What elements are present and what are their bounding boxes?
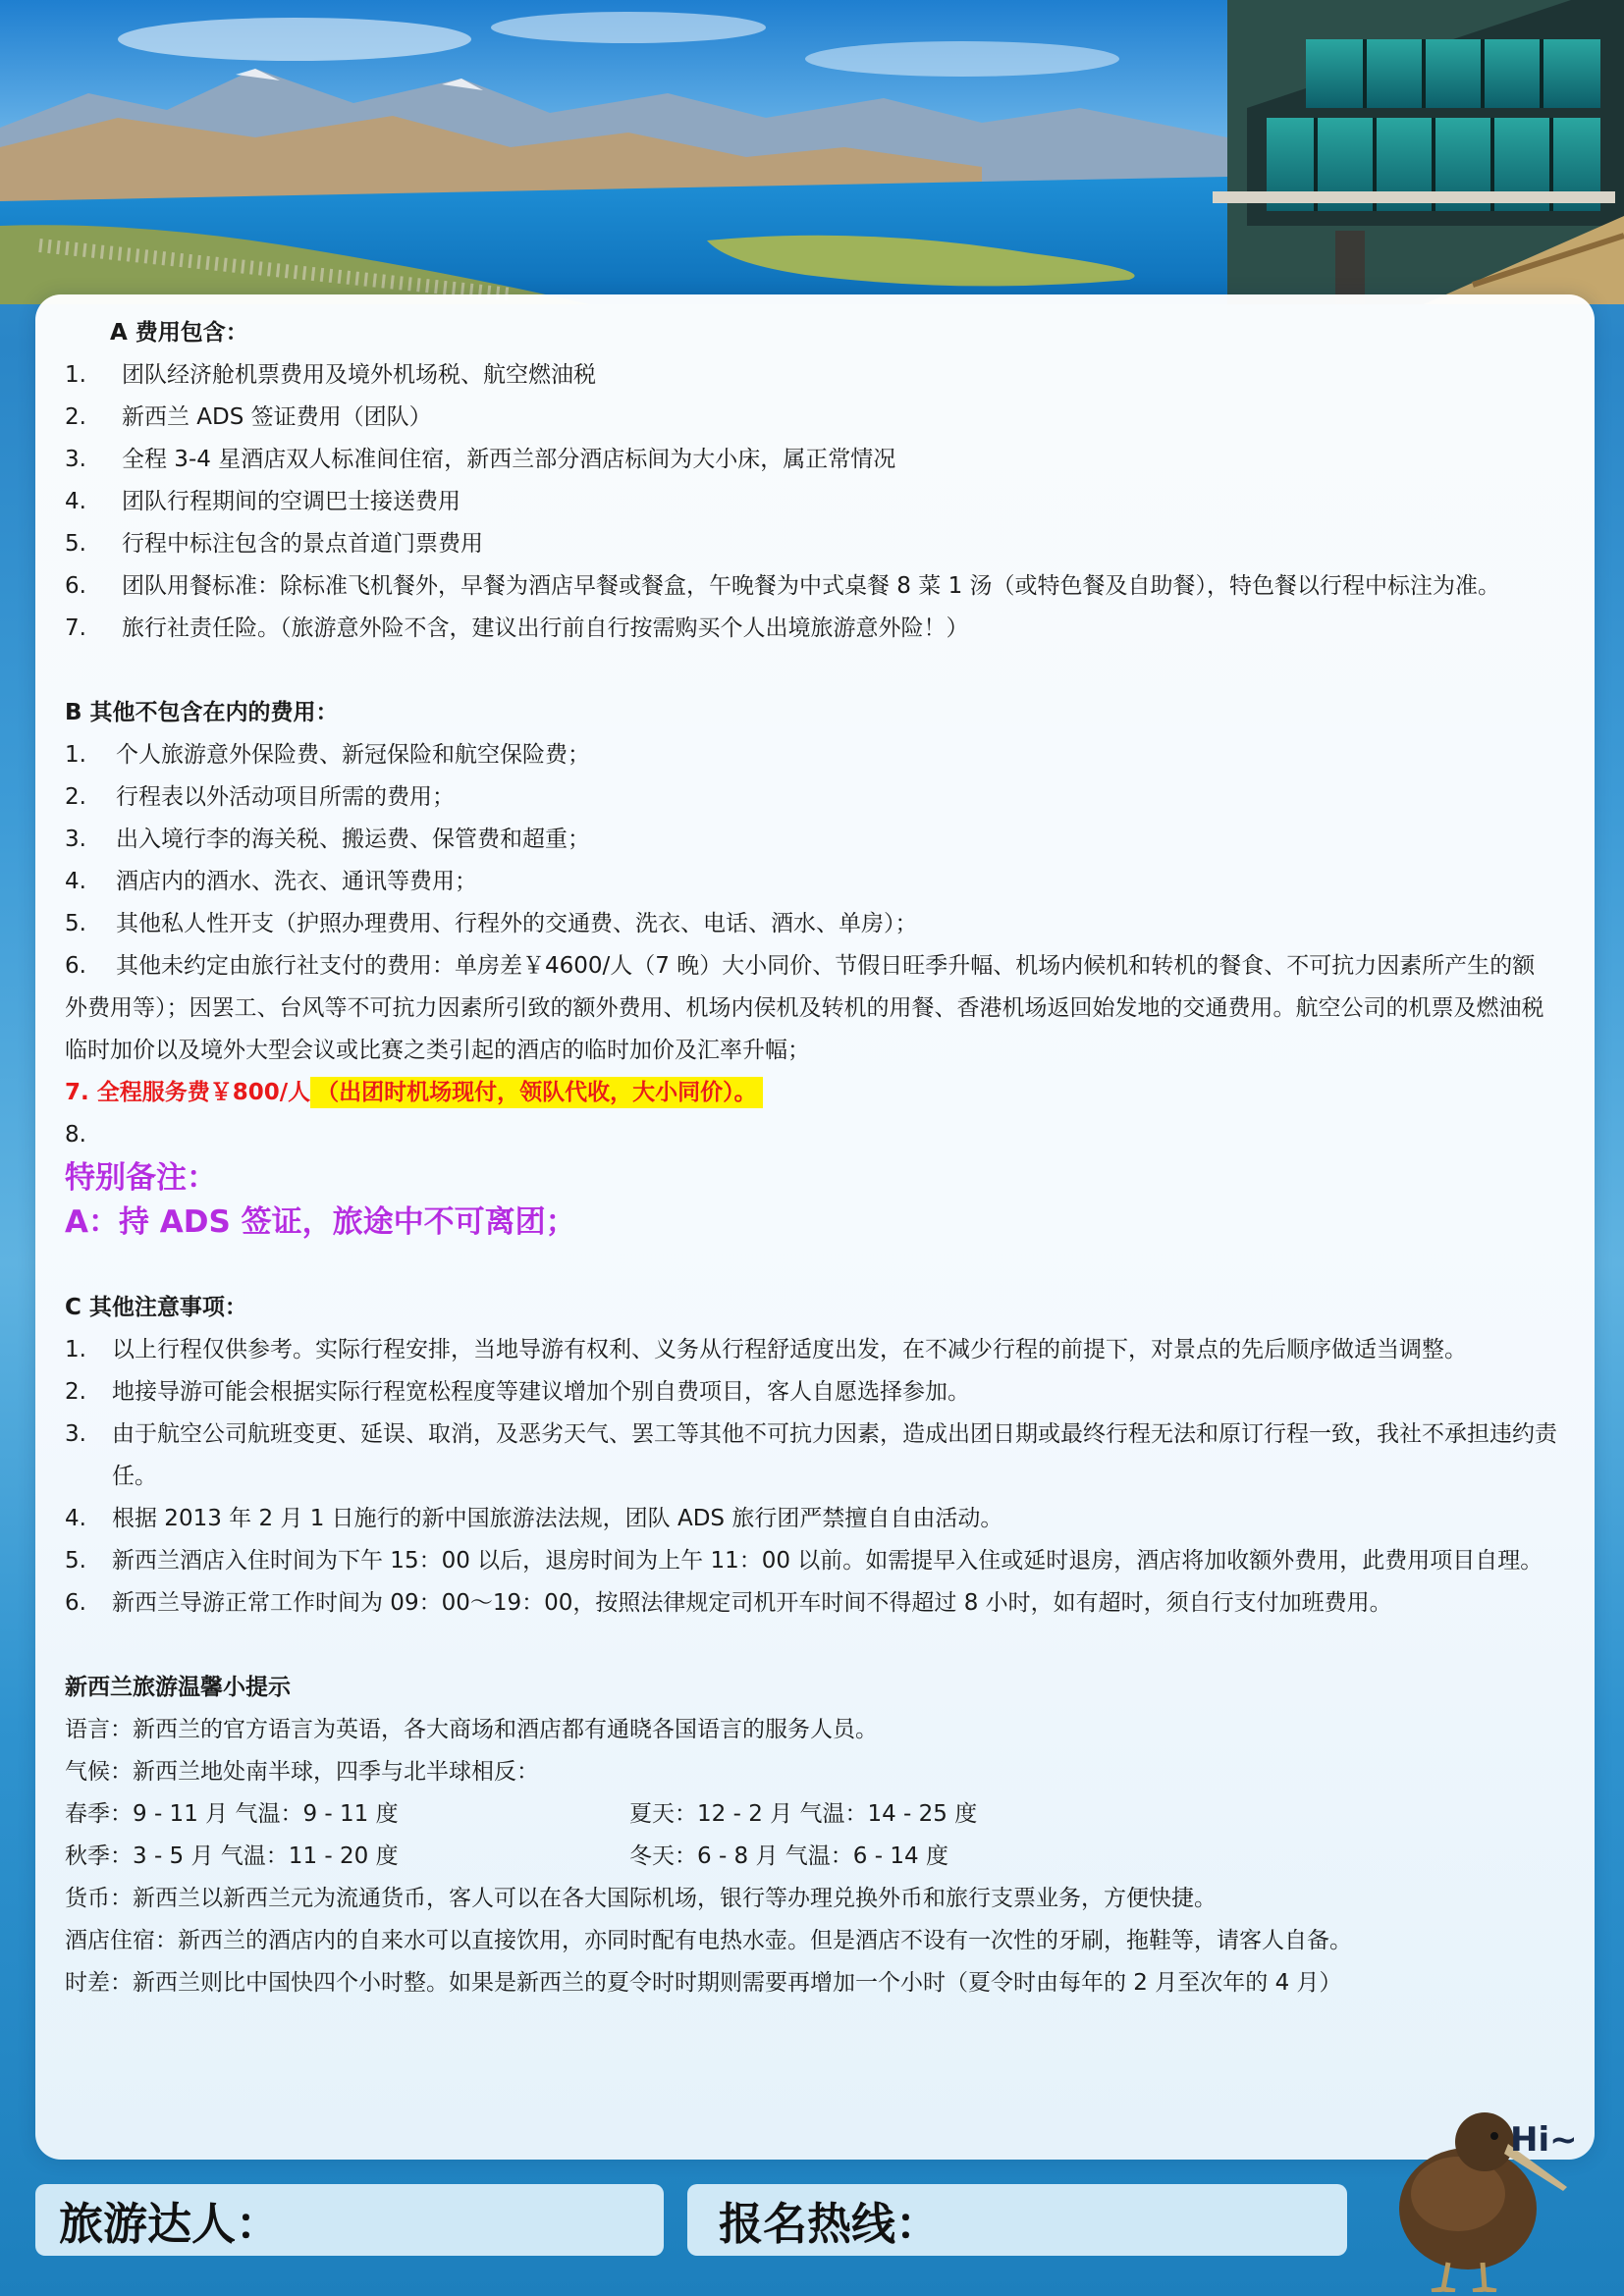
list-item: 3. 出入境行李的海关税、搬运费、保管费和超重； (65, 827, 590, 852)
itinerary-content (65, 312, 1557, 2004)
list-item: 5. 新西兰酒店入住时间为下午 15：00 以后，退房时间为上午 11：00 以前。如需提早入住或延时退房，酒店将加收额外费用，此费用项目自理。 (65, 1540, 1557, 1582)
list-item: 7. 旅行社责任险。（旅游意外险不含，建议出行前自行按需购买个人出境旅游意外险！） (65, 608, 1557, 650)
list-item-text: 团队经济舱机票费用及境外机场税、航空燃油税 (122, 362, 596, 388)
header-landscape-banner (0, 0, 1624, 304)
list-item: 2. 新西兰 ADS 签证费用（团队） (65, 397, 1557, 439)
list-item: 5. 其他私人性开支（护照办理费用、行程外的交通费、洗衣、电话、酒水、单房）； (65, 911, 918, 936)
season-summer: 夏天：12 - 2 月 气温：14 - 25 度 (629, 1801, 978, 1827)
section-b-list (65, 734, 1557, 1072)
service-fee-text: 7. 全程服务费￥800/人 (65, 1080, 311, 1105)
list-item-text: 以上行程仅供参考。实际行程安排，当地导游有权利、义务从行程舒适度出发，在不减少行程的前提下，对景点的先后顺序做适当调整。 (112, 1337, 1467, 1362)
tip-hotel: 酒店住宿：新西兰的酒店内的自来水可以直接饮用，亦同时配有电热水壶。但是酒店不设有一次性的牙刷，拖鞋等，请客人自备。 (65, 1928, 1352, 1953)
list-item-text: 新西兰导游正常工作时间为 09：00～19：00，按照法律规定司机开车时间不得超过 8 小时，如有超时，须自行支付加班费用。 (112, 1590, 1392, 1616)
list-item: 3. 由于航空公司航班变更、延误、取消，及恶劣天气、罢工等其他不可抗力因素，造成出团日期或最终行程无法和原订行程一致，我社不承担违约责任。 (65, 1414, 1557, 1498)
list-item-text: 新西兰酒店入住时间为下午 15：00 以后，退房时间为上午 11：00 以前。如需提早入住或延时退房，酒店将加收额外费用，此费用项目自理。 (112, 1548, 1543, 1574)
landscape-illustration (0, 0, 1624, 304)
list-item: 2. 地接导游可能会根据实际行程宽松程度等建议增加个别自费项目，客人自愿选择参加。 (65, 1371, 1557, 1414)
list-item-text: 全程 3-4 星酒店双人标准间住宿，新西兰部分酒店标间为大小床，属正常情况 (122, 447, 896, 472)
list-item-text: 根据 2013 年 2 月 1 日施行的新中国旅游法法规，团队 ADS 旅行团严禁擅自自由活动。 (112, 1506, 1003, 1531)
list-item: 2. 行程表以外活动项目所需的费用； (65, 784, 455, 810)
list-item-text: 其他未约定由旅行社支付的费用：单房差￥4600/人（7 晚）大小同价、节假日旺季升幅、机场内候机和转机的餐食、不可抗力因素所产生的额外费用等）；因罢工、台风等不可抗力因素所引致的额外费用、机场内侯机及转机的用餐、香港机场返回始发地的交通费用。航空公司的机票及燃油税临时加价以及境外大型会议或比赛之类引起的酒店的临时加价及汇率升幅； (65, 953, 1544, 1063)
travel-agent-field: 旅游达人： (35, 2184, 664, 2256)
section-b-title: B 其他不包含在内的费用： (65, 700, 339, 725)
list-item: 6. 其他未约定由旅行社支付的费用：单房差￥4600/人（7 晚）大小同价、节假日旺季升幅、机场内候机和转机的餐食、不可抗力因素所产生的额外费用等）；因罢工、台风等不可抗力因素所引致的额外费用、机场内侯机及转机的用餐、香港机场返回始发地的交通费用。航空公司的机票及燃油税临时加价以及境外大型会议或比赛之类引起的酒店的临时加价及汇率升幅； (65, 953, 1544, 1063)
list-item-text: 行程表以外活动项目所需的费用； (116, 784, 455, 810)
list-item-text: 旅行社责任险。（旅游意外险不含，建议出行前自行按需购买个人出境旅游意外险！） (122, 615, 969, 641)
list-item: 5. 行程中标注包含的景点首道门票费用 (65, 523, 1557, 565)
section-c-list (65, 1329, 1557, 1625)
tip-language: 语言：新西兰的官方语言为英语，各大商场和酒店都有通晓各国语言的服务人员。 (65, 1717, 878, 1742)
list-item-text: 新西兰 ADS 签证费用（团队） (122, 404, 432, 430)
tip-currency: 货币：新西兰以新西兰元为流通货币，客人可以在各大国际机场，银行等办理兑换外币和旅行支票业务，方便快捷。 (65, 1886, 1217, 1911)
section-a-title: A 费用包含： (110, 320, 248, 346)
season-autumn: 秋季：3 - 5 月 气温：11 - 20 度 (65, 1843, 399, 1869)
list-item: 4. 酒店内的酒水、洗衣、通讯等费用； (65, 869, 477, 894)
list-item-text: 地接导游可能会根据实际行程宽松程度等建议增加个别自费项目，客人自愿选择参加。 (112, 1379, 970, 1405)
list-item: 4. 根据 2013 年 2 月 1 日施行的新中国旅游法法规，团队 ADS 旅行团严禁擅自自由活动。 (65, 1498, 1557, 1540)
list-item: 1. 团队经济舱机票费用及境外机场税、航空燃油税 (65, 354, 1557, 397)
list-item-text: 酒店内的酒水、洗衣、通讯等费用； (116, 869, 477, 894)
list-item: 1. 以上行程仅供参考。实际行程安排，当地导游有权利、义务从行程舒适度出发，在不减少行程的前提下，对景点的先后顺序做适当调整。 (65, 1329, 1557, 1371)
list-item-8: 8. (65, 1122, 86, 1148)
tip-timezone: 时差：新西兰则比中国快四个小时整。如果是新西兰的夏令时时期则需要再增加一个小时（夏令时由每年的 2 月至次年的 4 月） (65, 1970, 1342, 1996)
kiwi-greeting: Hi~ (1510, 2120, 1578, 2160)
list-item-text: 团队用餐标准：除标准飞机餐外，早餐为酒店早餐或餐盒，午晚餐为中式桌餐 8 菜 1 汤（或特色餐及自助餐），特色餐以行程中标注为准。 (122, 573, 1501, 599)
list-item: 6. 新西兰导游正常工作时间为 09：00～19：00，按照法律规定司机开车时间不得超过 8 小时，如有超时，须自行支付加班费用。 (65, 1582, 1557, 1625)
service-fee-line (65, 1072, 1557, 1114)
list-item: 6. 团队用餐标准：除标准飞机餐外，早餐为酒店早餐或餐盒，午晚餐为中式桌餐 8 菜 1 汤（或特色餐及自助餐），特色餐以行程中标注为准。 (65, 565, 1557, 608)
service-fee-highlight: （出团时机场现付，领队代收，大小同价）。 (310, 1077, 763, 1108)
season-row (65, 1793, 1557, 1836)
season-spring: 春季：9 - 11 月 气温：9 - 11 度 (65, 1801, 399, 1827)
tips-title: 新西兰旅游温馨小提示 (65, 1675, 291, 1700)
travel-tips (65, 1667, 1557, 2004)
section-a-list (65, 354, 1557, 650)
season-winter: 冬天：6 - 8 月 气温：6 - 14 度 (629, 1843, 948, 1869)
list-item: 4. 团队行程期间的空调巴士接送费用 (65, 481, 1557, 523)
tip-climate: 气候：新西兰地处南半球，四季与北半球相反： (65, 1759, 539, 1785)
list-item-text: 其他私人性开支（护照办理费用、行程外的交通费、洗衣、电话、酒水、单房）； (116, 911, 918, 936)
special-note-text: A：持 ADS 签证，旅途中不可离团； (65, 1204, 576, 1240)
kiwi-bird-icon (1375, 2071, 1571, 2292)
hotline-field: 报名热线： (687, 2184, 1347, 2256)
list-item-text: 团队行程期间的空调巴士接送费用 (122, 489, 460, 514)
list-item: 1. 个人旅游意外保险费、新冠保险和航空保险费； (65, 742, 590, 768)
section-c-title: C 其他注意事项： (65, 1295, 247, 1320)
list-item-text: 个人旅游意外保险费、新冠保险和航空保险费； (116, 742, 590, 768)
list-item-text: 行程中标注包含的景点首道门票费用 (122, 531, 483, 557)
list-item-text: 由于航空公司航班变更、延误、取消，及恶劣天气、罢工等其他不可抗力因素，造成出团日期或最终行程无法和原订行程一致，我社不承担违约责任。 (112, 1421, 1557, 1489)
special-note-title: 特别备注： (65, 1160, 217, 1196)
season-row (65, 1836, 1557, 1878)
list-item: 3. 全程 3-4 星酒店双人标准间住宿，新西兰部分酒店标间为大小床，属正常情况 (65, 439, 1557, 481)
list-item-text: 出入境行李的海关税、搬运费、保管费和超重； (116, 827, 590, 852)
